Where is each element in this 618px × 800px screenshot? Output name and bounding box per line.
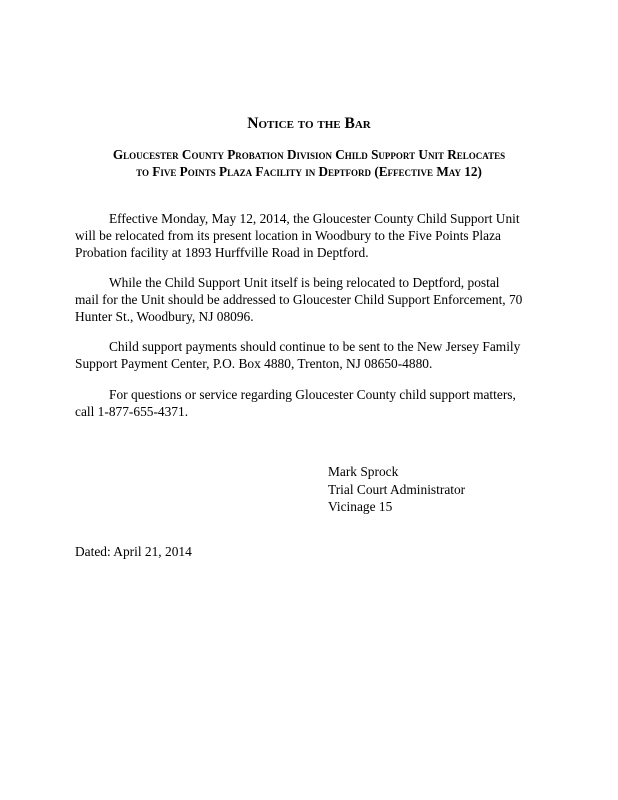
signature-vicinage: Vicinage 15 (328, 499, 393, 514)
signature-name: Mark Sprock (328, 464, 399, 479)
paragraph-line: Probation facility at 1893 Hurffville Road in Deptford. (75, 245, 369, 260)
paragraph-line: Support Payment Center, P.O. Box 4880, Trenton, NJ 08650-4880. (75, 356, 433, 371)
notice-title: Notice to the Bar (247, 115, 371, 132)
dated-line: Dated: April 21, 2014 (75, 544, 192, 559)
signature-position: Trial Court Administrator (328, 481, 466, 497)
paragraph-line: will be relocated from its present location in Woodbury to the Five Points Plaza (75, 228, 501, 243)
subtitle-line: to Five Points Plaza Facility in Deptford (Effective May 12) (136, 164, 482, 179)
paragraph-line: Hunter St., Woodbury, NJ 08096. (75, 309, 254, 324)
signature-block (328, 463, 465, 516)
paragraph-line: For questions or service regarding Gloucester County child support matters, (109, 387, 516, 402)
paragraph-postal-mail (75, 274, 555, 325)
paragraph-relocation (75, 210, 555, 261)
paragraph-payments (75, 338, 555, 372)
paragraph-line: Effective Monday, May 12, 2014, the Gloucester County Child Support Unit (109, 211, 520, 226)
paragraph-questions (75, 386, 555, 420)
paragraph-line: While the Child Support Unit itself is being relocated to Deptford, postal (109, 275, 500, 290)
notice-subtitle (60, 146, 558, 180)
subtitle-line: Gloucester County Probation Division Child Support Unit Relocates (112, 147, 506, 162)
paragraph-line: call 1-877-655-4371. (75, 404, 189, 419)
paragraph-line: mail for the Unit should be addressed to Gloucester Child Support Enforcement, 70 (75, 292, 523, 307)
paragraph-line: Child support payments should continue to be sent to the New Jersey Family (109, 339, 521, 354)
